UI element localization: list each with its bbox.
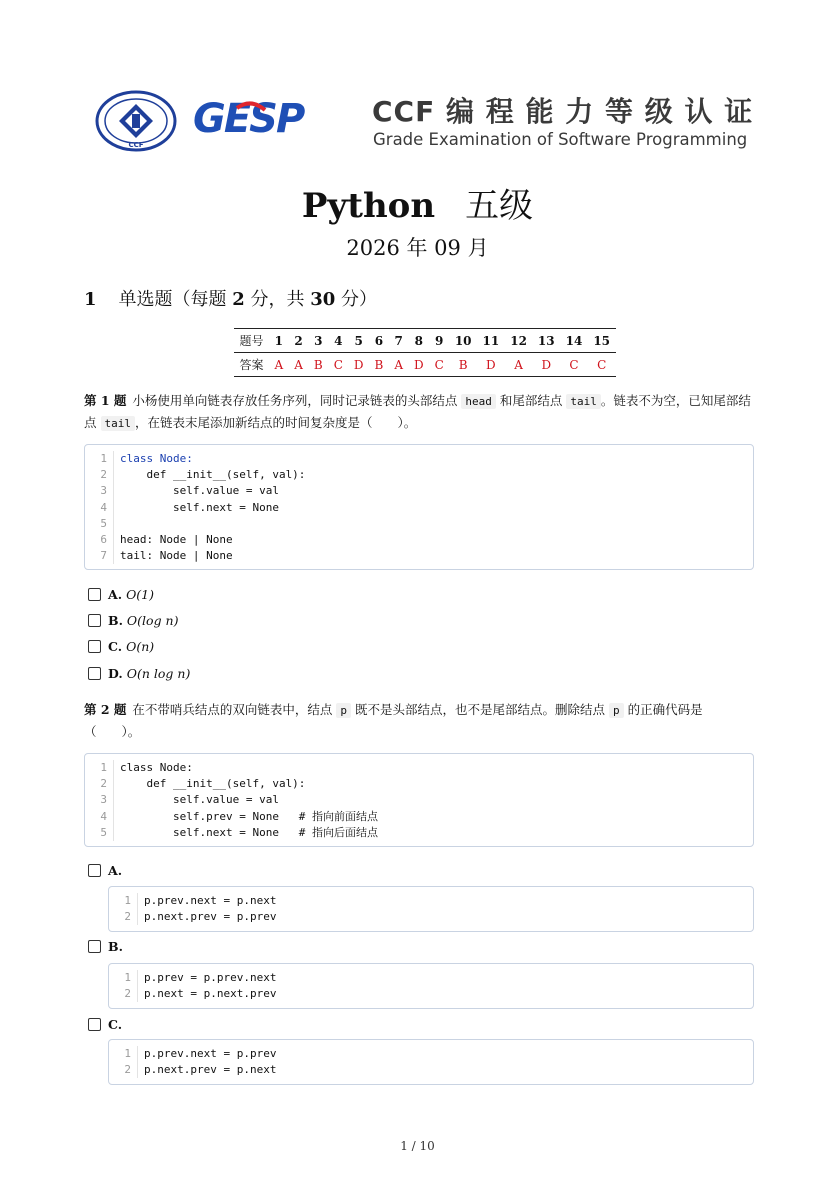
- question-number-cell: 15: [588, 329, 616, 353]
- answer-cell: D: [532, 353, 560, 377]
- code-line: 5: [85, 516, 753, 532]
- code-text: tail: Node | None: [120, 549, 233, 563]
- q2-option-a-code: [108, 886, 754, 932]
- answer-table-answer-row: [234, 353, 616, 377]
- section-heading: 1 单选题（每题 2 分，共 30 分）: [84, 289, 378, 310]
- code-text: self.next = None: [120, 500, 279, 514]
- inline-code-tail: tail: [566, 394, 601, 409]
- code-line: 2 def __init__(self, val):: [85, 467, 753, 483]
- q1-option-a[interactable]: A. O(1): [88, 586, 154, 604]
- code-line: 2 p.next.prev = p.next: [109, 1062, 753, 1078]
- question-number-cell: 4: [328, 329, 348, 353]
- answer-cell: D: [348, 353, 369, 377]
- exam-header: [95, 88, 754, 158]
- number-label: 题号: [234, 329, 269, 353]
- code-text: self.prev = None # 指向前面结点: [120, 809, 379, 823]
- code-text: p.next.prev = p.next: [144, 1063, 277, 1077]
- question-number-cell: 9: [429, 329, 449, 353]
- code-text: class Node:: [120, 452, 193, 465]
- code-line: 1 class Node:: [85, 760, 753, 776]
- question-number-cell: 13: [532, 329, 560, 353]
- code-text: p.prev.next = p.next: [144, 894, 277, 907]
- gesp-logo: [193, 94, 343, 140]
- checkbox[interactable]: [88, 640, 101, 653]
- checkbox[interactable]: [88, 667, 101, 680]
- exam-date: 2026 年 09 月: [346, 236, 489, 260]
- inline-code-tail: tail: [101, 416, 136, 431]
- code-line: 4 self.prev = None # 指向前面结点: [85, 809, 753, 825]
- code-text: def __init__(self, val):: [120, 468, 306, 482]
- code-line: 3 self.value = val: [85, 792, 753, 808]
- code-block-2: [84, 753, 754, 847]
- answer-label: 答案: [234, 353, 269, 377]
- document-title: [0, 178, 835, 227]
- inline-code-p: p: [609, 703, 624, 718]
- question-number-cell: 10: [449, 329, 477, 353]
- checkbox[interactable]: [88, 864, 101, 877]
- checkbox[interactable]: [88, 940, 101, 953]
- exam-level: 五级: [465, 186, 534, 226]
- code-line: 7 tail: Node | None: [85, 548, 753, 564]
- code-text: class Node:: [120, 761, 193, 774]
- checkbox[interactable]: [88, 1018, 101, 1031]
- question-number-cell: 11: [477, 329, 505, 353]
- answer-cell: A: [389, 353, 409, 377]
- q1-option-d[interactable]: D. O(n log n): [88, 665, 190, 683]
- answer-cell: D: [477, 353, 505, 377]
- question-number-cell: 1: [269, 329, 289, 353]
- answer-cell: A: [505, 353, 533, 377]
- answer-cell: C: [429, 353, 449, 377]
- answer-cell: C: [328, 353, 348, 377]
- code-line: 6 head: Node | None: [85, 532, 753, 548]
- code-line: 1 p.prev = p.prev.next: [109, 970, 753, 986]
- code-line: 4 self.next = None: [85, 500, 753, 516]
- code-line: 1 class Node:: [85, 451, 753, 467]
- question-number-cell: 8: [409, 329, 430, 353]
- code-line: 1 p.prev.next = p.prev: [109, 1046, 753, 1062]
- q2-option-b[interactable]: B.: [88, 938, 127, 956]
- answer-table-number-row: [234, 329, 616, 353]
- code-text: def __init__(self, val):: [120, 777, 306, 791]
- code-text: self.next = None # 指向后面结点: [120, 825, 379, 839]
- code-text: head: Node | None: [120, 532, 233, 546]
- code-line: 2 p.next = p.next.prev: [109, 986, 753, 1002]
- code-line: 2 def __init__(self, val):: [85, 776, 753, 792]
- question-2-text: 第 2 题 在不带哨兵结点的双向链表中，结点 p 既不是头部结点，也不是尾部结点。删除结点 p 的正确代码是（ ）。: [84, 702, 703, 739]
- q1-option-b[interactable]: B. O(log n): [88, 612, 178, 630]
- code-text: self.value = val: [120, 793, 279, 807]
- checkbox[interactable]: [88, 614, 101, 627]
- q2-option-c[interactable]: C.: [88, 1016, 126, 1034]
- code-line: 3 self.value = val: [85, 483, 753, 499]
- question-number-cell: 14: [560, 329, 588, 353]
- checkbox[interactable]: [88, 588, 101, 601]
- question-number-cell: 3: [308, 329, 328, 353]
- answer-cell: C: [588, 353, 616, 377]
- code-line: 5 self.next = None # 指向后面结点: [85, 825, 753, 841]
- svg-text:GESP: GESP: [193, 96, 304, 140]
- code-text: p.prev = p.prev.next: [144, 971, 277, 984]
- code-text: self.value = val: [120, 484, 279, 498]
- ccf-seal-logo: [95, 90, 177, 152]
- svg-text:CCF: CCF: [128, 141, 144, 149]
- answer-cell: A: [289, 353, 309, 377]
- code-line: 2 p.next.prev = p.prev: [109, 909, 753, 925]
- answer-cell: A: [269, 353, 289, 377]
- code-text: p.prev.next = p.prev: [144, 1047, 277, 1060]
- question-number-cell: 5: [348, 329, 369, 353]
- question-2-label: 第 2 题: [84, 702, 127, 717]
- answer-cell: B: [308, 353, 328, 377]
- question-number-cell: 2: [289, 329, 309, 353]
- answer-cell: C: [560, 353, 588, 377]
- inline-code-p: p: [336, 703, 351, 718]
- answer-cell: B: [369, 353, 389, 377]
- question-number-cell: 12: [505, 329, 533, 353]
- q2-option-c-code: [108, 1039, 754, 1085]
- inline-code-head: head: [461, 394, 496, 409]
- code-line: 1 p.prev.next = p.next: [109, 893, 753, 909]
- page-number: 1 / 10: [400, 1139, 435, 1153]
- code-block-1: [84, 444, 754, 570]
- answer-cell: D: [409, 353, 430, 377]
- certification-title: CCF 编 程 能 力 等 级 认 证: [372, 95, 754, 128]
- exam-language: Python: [301, 186, 436, 226]
- q1-option-c[interactable]: C. O(n): [88, 638, 154, 656]
- question-number-cell: 7: [389, 329, 409, 353]
- q2-option-b-code: [108, 963, 754, 1009]
- code-text: p.next.prev = p.prev: [144, 910, 277, 924]
- code-text: p.next = p.next.prev: [144, 987, 277, 1001]
- q2-option-a[interactable]: A.: [88, 862, 126, 880]
- section-number: 1: [84, 289, 97, 310]
- answer-cell: B: [449, 353, 477, 377]
- question-1-text: 第 1 题 小杨使用单向链表存放任务序列，同时记录链表的头部结点 head 和尾部结点 tail 。链表不为空，已知尾部结点 tail ，在链表末尾添加新结点的时间复杂度是（ ）。: [84, 393, 751, 430]
- question-number-cell: 6: [369, 329, 389, 353]
- answer-table: [234, 328, 616, 377]
- certification-subtitle: Grade Examination of Software Programming: [373, 130, 748, 149]
- question-1-label: 第 1 题: [84, 393, 127, 408]
